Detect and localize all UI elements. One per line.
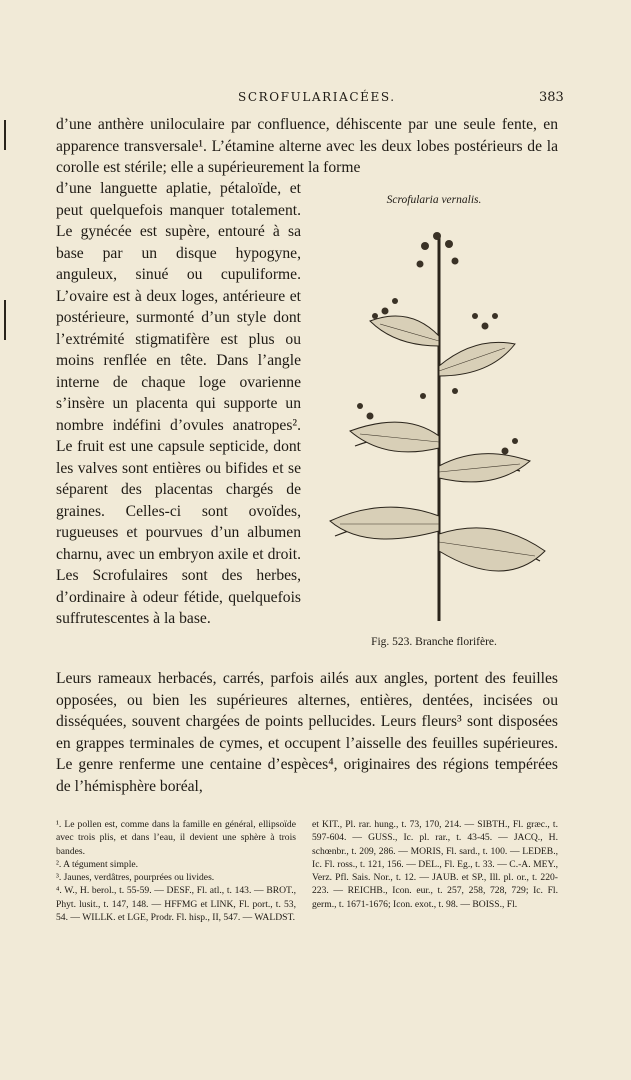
figure-caption: Fig. 523. Branche florifère. [371,636,497,648]
running-title: SCROFULARIACÉES. [238,90,396,104]
footnotes-left-column [56,818,296,924]
footnote: ². A tégument simple. [56,858,139,870]
margin-mark [4,300,6,340]
paragraph-text: d’une anthère uniloculaire par confluence, déhiscente par une seule fente, en apparence transversale¹. L’étamine alterne avec les deux lobes postérieurs de la corolle est stérile; elle a supérieurement la forme [56,116,558,176]
footnotes-right-column [312,818,558,911]
paragraph-text: d’une languette aplatie, pétaloïde, et peut quelquefois manquer totalement. Le gynécée est supère, entouré à sa base par un disque hypogyne, anguleux, sinué ou cupuliforme. L’ovaire est à deux loges, antérieure et postérieure, surmonté d’un style dont l’extrémité stigmatifère est plus ou moins renflée en tête. Dans l’angle interne de chaque loge ovarienne s’insère un placenta qui supporte un nombre indéfini d’ovules anatropes². Le fruit est une capsule septicide, dont les valves sont entières ou bifides et se séparent des placentas chargés de graines. Celles-ci sont ovoïdes, rugueuses et pourvues d’un albumen charnu, avec un embryon axile et droit. Les Scrofulaires sont des herbes, d’ordinaire à odeur fétide, quelquefois suffrutescentes à la base. [56,180,301,627]
figure-species-label: Scrofularia vernalis. [386,194,482,206]
page-number: 383 [539,90,564,105]
body-paragraph-bottom [56,668,558,797]
footnote: ¹. Le pollen est, comme dans la famille en général, ellipsoïde avec trois plis, et dans l’eau, il devient une sphère à trois bandes. [56,819,296,857]
running-header [0,90,631,108]
figure-scrofularia [315,188,553,658]
plant-illustration [315,216,553,626]
body-paragraph-left-column [56,178,301,630]
footnote: ⁴. W., H. berol., t. 55-59. — DESF., Fl. atl., t. 143. — BROT., Phyt. lusit., t. 147, 148. — HFFMG et LINK, Fl. port., t. 53, 54. — WILLK. et LGE, Prodr. Fl. hisp., II, 547. — WALDST. [56,885,296,924]
margin-mark [4,120,6,150]
paragraph-text: Leurs rameaux herbacés, carrés, parfois ailés aux angles, portent des feuilles opposées, ou bien les supérieures alternes, entières, dentées, incisées ou disséquées, souvent chargées de points pellucides. Leurs fleurs³ sont disposées en grappes terminales de cymes, et occupent l’aisselle des feuilles supérieures. Le genre renferme une centaine d’espèces⁴, originaires des régions tempérées de l’hémisphère boréal, [56,670,558,795]
footnote: ³. Jaunes, verdâtres, pourprées ou livides. [56,872,215,884]
footnote-continuation: et KIT., Pl. rar. hung., t. 73, 170, 214. — SIBTH., Fl. græc., t. 597-604. — GUSS., Ic. pl. rar., t. 43-45. — JACQ., H. schœnbr., t. 209, 286. — MORIS, Fl. sard., t. 100. — LEDEB., Ic. Fl. ross., t. 121, 156. — DEL., Fl. Eg., t. 33. — C.-A. MEY., Verz. Pfl. Sais. Nor., t. 12. — JAUB. et SP., Ill. pl. or., t. 220-223. — REICHB., Icon. eur., t. 257, 258, 728, 729; Ic. Fl. germ., t. 1671-1676; Icon. exot., t. 98. — BOISS., Fl. [312,819,558,910]
body-paragraph-top [56,114,558,179]
